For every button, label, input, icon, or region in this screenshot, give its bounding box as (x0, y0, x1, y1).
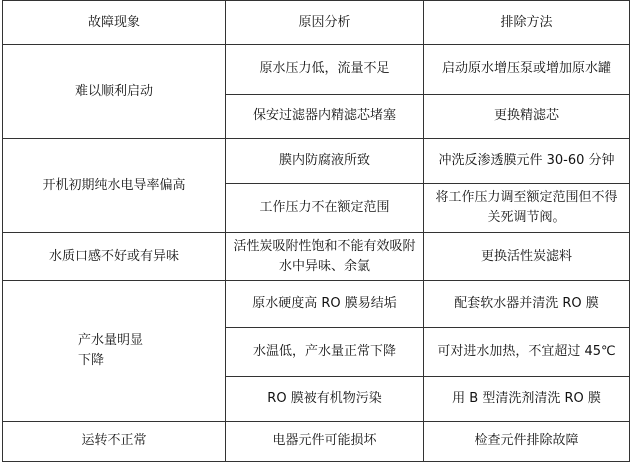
table-row (3, 45, 630, 95)
remedy-cell: 配套软水器并清洗 RO 膜 (424, 280, 630, 327)
header-remedy: 排除方法 (424, 1, 630, 45)
cause-cell: 活性炭吸附性饱和不能有效吸附水中异味、余氯 (226, 233, 424, 281)
remedy-cell: 更换活性炭滤料 (424, 233, 630, 281)
symptom-cell: 运转不正常 (3, 421, 226, 461)
remedy-cell: 启动原水增压泵或增加原水罐 (424, 45, 630, 95)
troubleshooting-table (2, 0, 630, 462)
cause-cell: 水温低，产水量正常下降 (226, 327, 424, 377)
header-symptom: 故障现象 (3, 1, 226, 45)
cause-cell: 电器元件可能损坏 (226, 421, 424, 461)
table-row (3, 421, 630, 461)
header-cause: 原因分析 (226, 1, 424, 45)
cause-cell: 原水硬度高 RO 膜易结垢 (226, 280, 424, 327)
symptom-cell (3, 280, 226, 421)
table-header-row (3, 1, 630, 45)
cause-cell: 工作压力不在额定范围 (226, 183, 424, 233)
table-row (3, 233, 630, 281)
remedy-cell: 用 B 型清洗剂清洗 RO 膜 (424, 377, 630, 421)
symptom-cell: 开机初期纯水电导率偏高 (3, 139, 226, 233)
remedy-cell: 冲洗反渗透膜元件 30-60 分钟 (424, 139, 630, 183)
remedy-cell: 将工作压力调至额定范围但不得关死调节阀。 (424, 183, 630, 233)
cause-cell: 原水压力低，流量不足 (226, 45, 424, 95)
symptom-cell: 水质口感不好或有异味 (3, 233, 226, 281)
symptom-cell: 难以顺利启动 (3, 45, 226, 139)
cause-cell: 保安过滤器内精滤芯堵塞 (226, 94, 424, 138)
symptom-text: 产水量明显下降 (78, 332, 144, 368)
table-row (3, 139, 630, 183)
cause-cell: 膜内防腐液所致 (226, 139, 424, 183)
table-row (3, 280, 630, 327)
remedy-cell: 可对进水加热，不宜超过 45℃ (424, 327, 630, 377)
cause-cell: RO 膜被有机物污染 (226, 377, 424, 421)
remedy-cell: 更换精滤芯 (424, 94, 630, 138)
remedy-cell: 检查元件排除故障 (424, 421, 630, 461)
